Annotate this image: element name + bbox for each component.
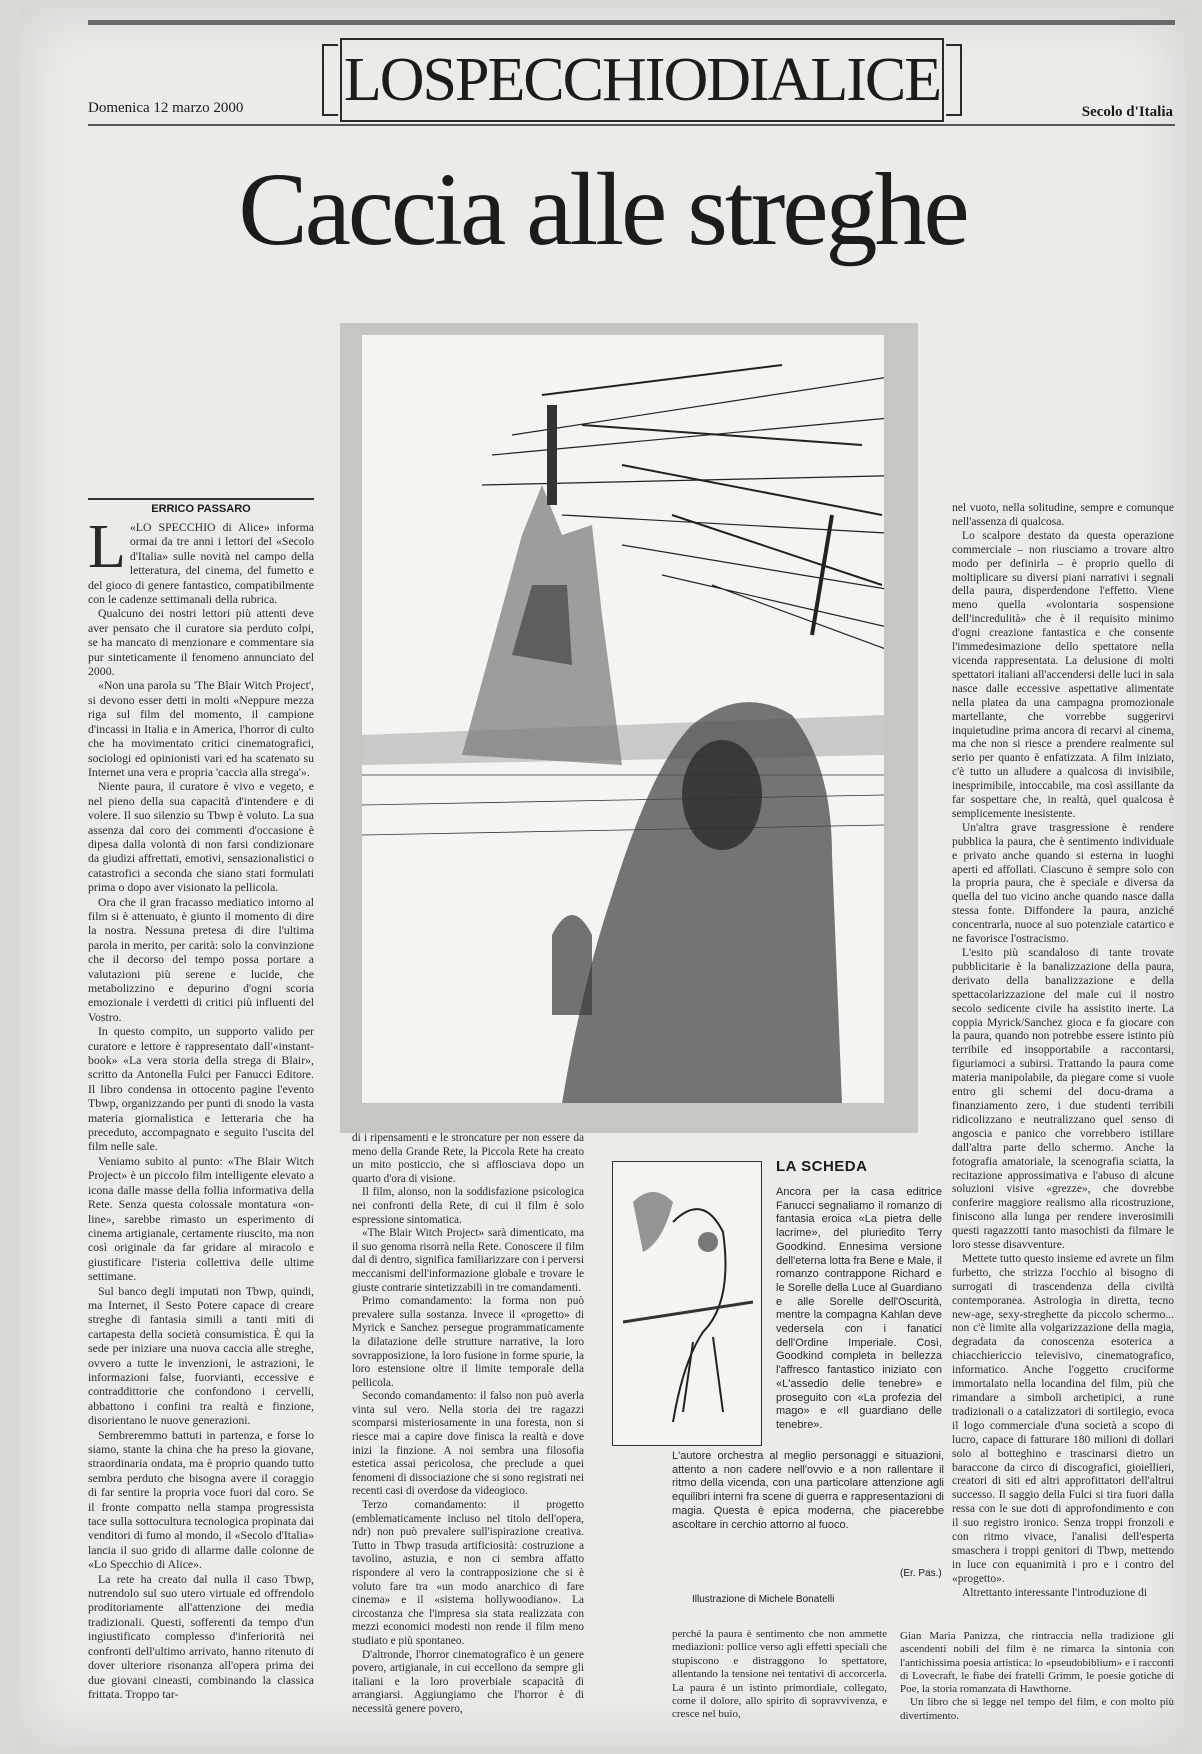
issue-date: Domenica 12 marzo 2000: [88, 100, 244, 116]
paragraph: Niente paura, il curatore è vivo e vegeto, e nel pieno della sua capacità d'intendere e di volere. Il suo silenzio su Tbwp è voluto. La sua assenza dal coro dei commenti d'occasione è dipesa dalla volontà di non farsi condizionare da giudizi affrettati, emotivi, sensazionalistici o catastrofici a seconda che siano stati formulati prima o dopo aver visionato la pellicola.: [88, 779, 314, 895]
author-byline: ERRICO PASSARO: [88, 498, 314, 515]
paragraph: Il film, alonso, non la soddisfazione psicologica nei confronti della Rete, di cui il film è solo espressione sintomatica.: [352, 1186, 584, 1226]
paragraph: «LO SPECCHIO di Alice» informa ormai da tre anni i lettori del «Secolo d'Italia» sulle novità nel campo della letteratura, del cinema, del fumetto e del gioco di genere fantastico, compatibilmente con le cadenze settimanali della rubrica.: [88, 520, 314, 607]
scheda-signature: (Er. Pas.): [900, 1568, 942, 1579]
paragraph: Un'altra grave trasgressione è rendere pubblica la paura, che è sentimento individuale e privato anche quando si esterna in luoghi aperti ed affollati. Ciascuno è sempre solo con la propria paura, che è speciale e diversa da quella del tuo vicino anche quando nasce dalla stessa fonte. Diffondere la paura, anziché concentrarla, nuoce al suo potenziale catartico e ne favorisce l'ostracismo.: [952, 821, 1174, 946]
article-column-4: [952, 502, 1174, 1601]
paragraph: nel vuoto, nella solitudine, sempre e comunque nell'assenza di qualcosa.: [952, 502, 1174, 528]
paragraph: L'esito più scandaloso di tante trovate pubblicitarie è la banalizzazione della paura, derivato della banalizzazione e della spettacolarizzazione del male cui il nostro secolo sedicente civile ha assistito inerte. La coppia Myrick/Sanchez gioca e fa giocare con la paura, quando non potrebbe essere istinto più terribile ed insopportabile a raccontarsi, figuriamoci a subirsi. Trattando la paura come materia manipolabile, da piegare come si vuole entro gli schemi del docu-drama a finanziamento zero, i due studenti terribili ridicolizzano e neutralizzano quel senso di angoscia e panico che vorrebbero istillare dall'altra parte dello schermo. Anche la fotografia amatoriale, la scenografia sciatta, la recitazione approssimativa e l'abuso di alcune soluzioni visive «grezze», che dovrebbe conferire maggiore realismo alla ricostruzione, finiscono alla lunga per rendere inverosimili questi ragazzotti tanto masochisti da filmare le loro stesse disavventure.: [952, 947, 1174, 1252]
paragraph: Qualcuno dei nostri lettori più attenti deve aver pensato che il curatore sia perduto colpi, se ha mancato di menzionare e commentare sia pur sinteticamente il fenomeno annunciato del 2000.: [88, 606, 314, 679]
section-title: LOSPECCHIODIALICE: [343, 46, 941, 114]
paragraph: Sul banco degli imputati non Tbwp, quindi, ma Internet, il Sesto Potere capace di creare streghe di fantasia simili a tanti miti di cartapesta della società consumistica. È qui la sede per iniziare una nuova caccia alle streghe, ovvero a tutte le invenzioni, le astrazioni, le informazioni false, fuorvianti, eccessive e contraddittorie che confondono i cervelli, abbattono i confini tra realtà e finzione, disorientano le nuove generazioni.: [88, 1283, 314, 1428]
paragraph: «The Blair Witch Project» sarà dimenticato, ma il suo genoma risorrà nella Rete. Conoscere il film dal di dentro, significa familiarizzare con i perversi meccanismi dell'informazione globale e trovare le giuste contrarie sintetizzabili in tre comandamenti.: [352, 1227, 584, 1294]
scheda-text: [776, 1186, 942, 1433]
header-rule: [88, 124, 1175, 126]
paragraph: Secondo comandamento: il falso non può averla vinta sul vero. Nella storia dei tre ragazzi scomparsi misteriosamente in una foresta, non si riesce mai a capire dove finisca la realtà e dove inizi la finzione. A noi sembra una filosofia estetica assai pericolosa, che preclude a quei fenomeni di dissociazione che si sono registrati nei recenti casi di overdose da videogioco.: [352, 1390, 584, 1498]
paragraph: Sembreremmo battuti in partenza, e forse lo siamo, stante la china che ha preso la giovane, straordinaria ondata, ma è proprio quando tutto sembra perduto che bisogna avere il coraggio di far sentire la propria voce fuori dal coro. Se il fronte compatto nella stampa progressista tace sulla sottocultura tecnologica propinata dai venditori di fumo al mondo, il «Secolo d'Italia» lancia il suo grido di allarme dalle colonne de «Lo Specchio di Alice».: [88, 1427, 314, 1572]
paragraph: Ora che il gran fracasso mediatico intorno al film si è attenuato, è giunto il momento di dire la nostra. Nessuna pretesa di dire l'ultima parola in merito, per carità: solo la convinzione che il decorso del tempo possa portare a valutazioni più serene e lucide, che metabolizzino e depurino d'ogni scoria emozionale i verdetti di critici più influenti del Vostro.: [88, 894, 314, 1024]
article-column-3-bottom: [672, 1628, 887, 1722]
paragraph: di i ripensamenti e le stroncature per non essere da meno della Grande Rete, la Piccola Rete ha creato un mito posticcio, che si afflosciava dopo un quarto d'ora di visione.: [352, 1132, 584, 1185]
paragraph: Mettete tutto questo insieme ed avrete un film furbetto, che strizza l'occhio al bisogno di surrogati di trascendenza della civiltà contemporanea. Astrologia in diretta, tecno new-age, sexy-streghette da piccolo schermo... non c'è limite alla volgarizzazione della magia, degradata da conoscenza esoterica a chiacchiericcio televisivo, cinematografico, informatico. Anche l'oggetto cruciforme immortalato nella locandina del film, più che rimandare a simboli archetipici, a rune tradizionali o a catalizzatori di sortilegio, evoca il logo commerciale d'una società a scopo di lucro, capace di fatturare 180 milioni di dollari solo al botteghino e trascinarsi dietro un baraccone da circo di discografici, gioiellieri, creatori di siti ed altri approfittatori dell'altrui successo. Il saggio della Fulci si tira fuori dalla ressa con le sue doti di approfondimento e con il suo registro ironico. Senza troppi fronzoli e con ritmo vivace, l'analisi dell'esperta smaschera i troppi genitori di Tbwp, mettendo in luce con equanimità i pro e i contro del «progetto».: [952, 1252, 1174, 1585]
paragraph: Veniamo subito al punto: «The Blair Witch Project» è un piccolo film intelligente elevato a icona dalle masse della follia informativa della Rete. Senza questa colossale montatura «on-line», sarebbe rimasto un esperimento di cinema artigianale, certamente riuscito, ma non così originale da far gridare al miracolo e giustificare l'isteria collettiva delle ultime settimane.: [88, 1153, 314, 1284]
paragraph: La rete ha creato dal nulla il caso Tbwp, nutrendolo sul suo utero virtuale ed offrendolo proditoriamente all'attenzione dei media tradizionali. Questi, sofferenti da tempo d'un ingiustificato complesso d'inferiorità nei confronti dell'ultimo arrivato, hanno ritenuto di dover ulteriore risonanza all'opera prima dei due giovani cineasti, combinando la classica frittata. Troppo tar-: [88, 1571, 314, 1701]
paragraph: Ancora per la casa editrice Fanucci segnaliamo il romanzo di fantasia eroica «La pietra delle lacrime», del pluriedito Terry Goodkind. Ennesima versione dell'eterna lotta fra Bene e Male, il romanzo contrappone Richard e le Sorelle della Luce al Guardiano e alle Sorelle dell'Oscurità, mentre la compagna Kahlan deve vedersela con i fanatici dell'Ordine Imperiale. Così, Goodkind completa in bellezza l'affresco fantastico iniziato con «L'assedio delle tenebre» e proseguito con «La profezia del mago» e «Il guardiano delle tenebre».: [776, 1186, 942, 1431]
paragraph: perché la paura è sentimento che non ammette mediazioni: pollice verso agli effetti speciali che stupiscono e distraggono lo spettatore, allentando la tensione nei tentativi di accorcerla. La paura è un istinto primordiale, collegato, come il dolore, allo spirito di sopravvivenza, e cresce nel buio,: [672, 1628, 887, 1721]
article-column-4-bottom: [900, 1630, 1174, 1723]
section-masthead: [340, 38, 944, 122]
paragraph: In questo compito, un supporto valido per curatore e lettore è rappresentato dall'«instant-book» «La vera storia della strega di Blair», scritto da Antonella Fulci per Fanucci Editore. Il libro condensa in ottocento pagine l'evento Tbwp, organizzando per punti di snodo la vasta materia giornalistica e letteraria che ha preceduto, accompagnato e seguito l'uscita del film nelle sale.: [88, 1024, 314, 1154]
main-illustration: [340, 323, 918, 1133]
paragraph: «Non una parola su 'The Blair Witch Project', si devono esser detti in molti «Neppure mezza riga sul film del momento, il campione d'incassi in Italia e in America, l'horror di culto che ha movimentato critici cinematografici, sociologi ed opinionisti vari ed ha scatenato su Internet una vera e propria 'caccia alla strega'».: [88, 678, 314, 779]
headline: Caccia alle streghe: [238, 152, 967, 267]
article-column-2: [352, 1132, 584, 1717]
scheda-title: LA SCHEDA: [776, 1158, 868, 1175]
paragraph: Lo scalpore destato da questa operazione commerciale – non riusciamo a trovare altro modo per definirla – è proprio quello di moltiplicare su diversi piani narrativi i segnali della paura, disperdendone l'effetto. Viene meno quella «volontaria sospensione dell'incredulità» che è il requisito minimo d'ogni creazione fantastica e che consente l'immedesimazione dello spettatore nella vicenda rappresentata. La delusione di molti spettatori italiani all'accendersi delle luci in sala nasce dalle eccessive aspettative alimentate nella platea da una campagna promozionale martellante, che vorrebbe suggerirvi inquietudine prima ancora di recarvi al cinema, ma che non si riesce a prendere realmente sul serio per quanto è enfatizzata. A film iniziato, c'è tutto un alludere a qualcosa di invisibile, inesprimibile, intoccabile, ma così assillante da far sospettare che, in realtà, quel qualcosa è semplicemente inesistente.: [952, 529, 1174, 820]
illustration-credit: Illustrazione di Michele Bonatelli: [692, 1594, 835, 1605]
paragraph: Gian Maria Panizza, che rintraccia nella tradizione gli ascendenti nobili del film è ne rimarca la sintonia con l'antichissima poesia artistica: lo «pseudobiblium» e i racconti di Lovecraft, le fiabe dei fratelli Grimm, le poesie gotiche di Poe, la storia romanzata di Hawthorne.: [900, 1630, 1174, 1696]
newspaper-page: [20, 8, 1185, 1746]
warrior-drawing: [613, 1162, 761, 1445]
article-column-1: [88, 513, 314, 1701]
paragraph: Terzo comandamento: il progetto (emblematicamente incluso nel titolo dell'opera, ndr) non può prevalere sull'ispirazione creativa. Tutto in Tbwp trasuda artificiosità: costruzione a tavolino, astuzia, e non ci sembra affatto rispondere al vero la contrapposizione che si è voluto fare tra «un modo anarchico di fare cinema» e il «sistema hollywoodiano». La circostanza che l'impresa sia stata realizzata con mezzi economici modesti non rende il film meno studiato e più spontaneo.: [352, 1499, 584, 1647]
paragraph: L'autore orchestra al meglio personaggi e situazioni, attento a non cadere nell'ovvio e a non rallentare il ritmo della vicenda, con una particolare attenzione agli equilibri interni fra scene di guerra e rappresentazioni di magia. Questa è epica moderna, che piacerebbe ascoltare in cerchio attorno al fuoco.: [672, 1450, 944, 1531]
newspaper-name: Secolo d'Italia: [1081, 104, 1173, 120]
scheda-illustration: [612, 1161, 762, 1446]
paragraph: Un libro che si legge nel tempo del film, e con molto più divertimento.: [900, 1696, 1174, 1722]
paragraph: Primo comandamento: la forma non può prevalere sulla sostanza. Invece il «progetto» di Myrick e Sanchez persegue programmaticamente la dilatazione delle strutture narrative, la loro sovrapposizione, la loro fusione in forme spurie, la loro estensione oltre il limite temporale della pellicola.: [352, 1295, 584, 1389]
tower-figure-drawing: [362, 335, 884, 1103]
top-rule: [88, 20, 1175, 25]
scheda-text-2: [672, 1450, 944, 1532]
paragraph: D'altronde, l'horror cinematografico è un genere povero, artigianale, in cui eccellono da sempre gli italiani e la loro proverbiale scapacità di arrangiarsi. Aggiungiamo che l'horror è di necessità genere povero,: [352, 1648, 584, 1715]
drop-cap: L: [88, 513, 126, 581]
paragraph: Altrettanto interessante l'introduzione di: [962, 1586, 1148, 1599]
